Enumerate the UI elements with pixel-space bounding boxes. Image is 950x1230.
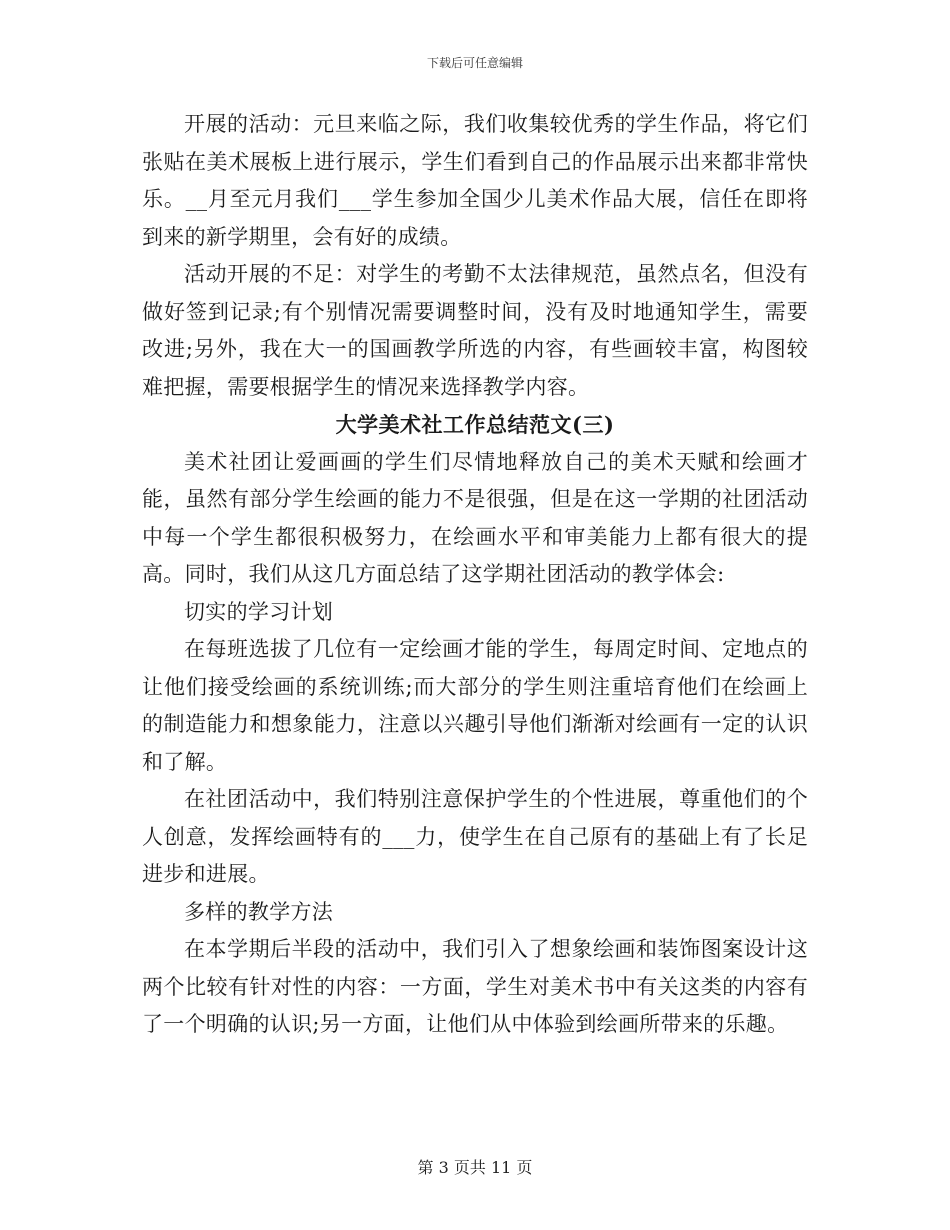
paragraph-activities: 开展的活动：元旦来临之际，我们收集较优秀的学生作品，将它们张贴在美术展板上进行展示，学生们看到自己的作品展示出来都非常快乐。__月至元月我们___学生参加全国少儿美术作品大展，信任在即将到来的新学期里，会有好的成绩。: [142, 112, 808, 249]
paragraph-shortcomings: 活动开展的不足：对学生的考勤不太法律规范，虽然点名，但没有做好签到记录;有个别情况需要调整时间，没有及时地通知学生，需要改进;另外，我在大一的国画教学所选的内容，有些画较丰富，构图较难把握，需要根据学生的情况来选择教学内容。: [142, 262, 808, 399]
page-header: 下载后可任意编辑: [426, 56, 523, 70]
page-footer: 第 3 页共 11 页: [417, 1158, 533, 1177]
paragraph-individuality: 在社团活动中，我们特别注意保护学生的个性进展，尊重他们的个人创意，发挥绘画特有的___力，使学生在自己原有的基础上有了长足进步和进展。: [142, 787, 808, 886]
subheading-teaching-methods: 多样的教学方法: [184, 899, 334, 924]
subheading-study-plan: 切实的学习计划: [184, 599, 334, 624]
paragraph-teaching-methods: 在本学期后半段的活动中，我们引入了想象绘画和装饰图案设计这两个比较有针对性的内容：一方面，学生对美术书中有关这类的内容有了一个明确的认识;另一方面，让他们从中体验到绘画所带来的乐趣。: [142, 937, 808, 1036]
section-title: 大学美术社工作总结范文(三): [335, 412, 615, 437]
document-body: [142, 106, 808, 1044]
paragraph-study-plan: 在每班选拔了几位有一定绘画才能的学生，每周定时间、定地点的让他们接受绘画的系统训练;而大部分的学生则注重培育他们在绘画上的制造能力和想象能力，注意以兴趣引导他们渐渐对绘画有一定的认识和了解。: [142, 637, 808, 774]
paragraph-intro: 美术社团让爱画画的学生们尽情地释放自己的美术天赋和绘画才能，虽然有部分学生绘画的能力不是很强，但是在这一学期的社团活动中每一个学生都很积极努力，在绘画水平和审美能力上都有很大的提高。同时，我们从这几方面总结了这学期社团活动的教学体会:: [142, 449, 808, 586]
